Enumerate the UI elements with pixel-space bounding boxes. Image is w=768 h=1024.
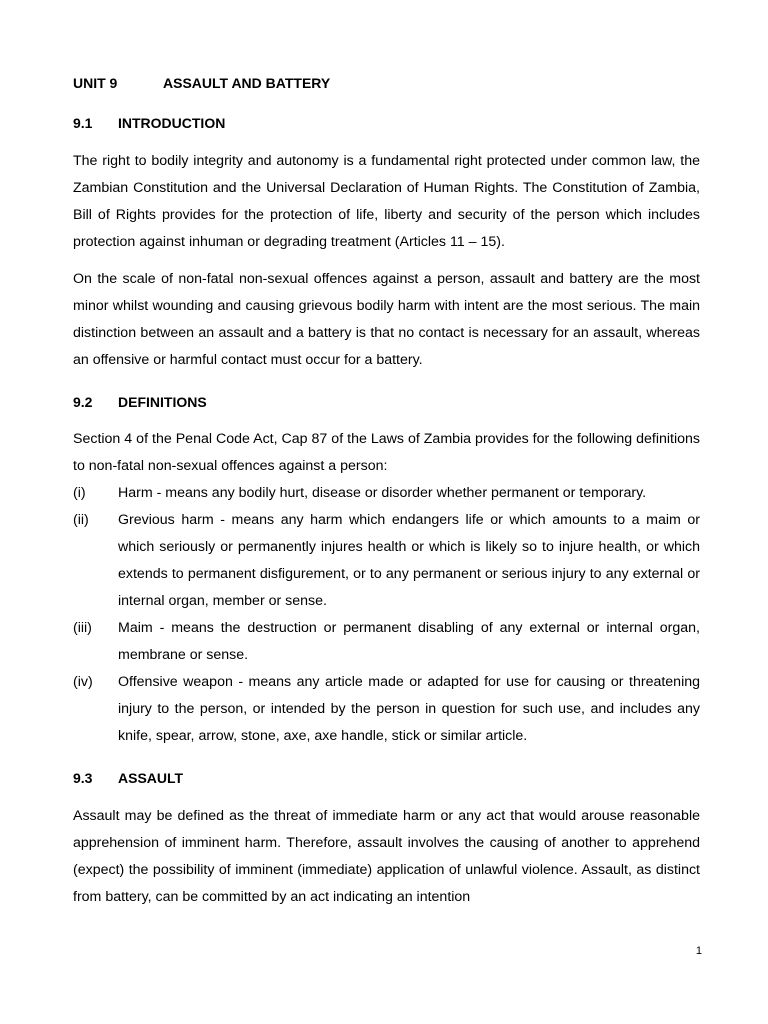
list-marker: (i) [73, 485, 86, 501]
list-item [73, 669, 700, 750]
list-item-text: Grevious harm - means any harm which endangers life or which amounts to a maim or which seriously or permanently injures health or which is likely so to injure health, or which extends to permanent disfigurement, or to any permanent or serious injury to any external or internal organ, member or sense. [118, 512, 700, 609]
list-item-text: Maim - means the destruction or permanent disabling of any external or internal organ, membrane or sense. [118, 620, 700, 663]
list-item-text: Harm - means any bodily hurt, disease or disorder whether permanent or temporary. [118, 485, 647, 501]
list-item [73, 480, 700, 507]
section-heading-definitions [73, 392, 700, 412]
section-title: DEFINITIONS [118, 394, 207, 410]
list-item [73, 507, 700, 615]
section-number: 9.2 [73, 394, 93, 410]
unit-number: UNIT 9 [73, 75, 118, 91]
list-item [73, 615, 700, 669]
list-item-text: Offensive weapon - means any article made or adapted for use for causing or threatening injury to the person, or intended by the person in question for such use, and includes any knife, spear, arrow, stone, axe, axe handle, stick or similar article. [118, 674, 700, 744]
page-content [73, 73, 700, 911]
definitions-list [73, 480, 700, 750]
unit-title: ASSAULT AND BATTERY [163, 75, 331, 91]
definitions-lead: Section 4 of the Penal Code Act, Cap 87 of the Laws of Zambia provides for the following definitions to non-fatal non-sexual offences against a person: [73, 431, 700, 474]
page-number: 1 [695, 945, 702, 957]
section-heading-introduction [73, 113, 700, 133]
list-marker: (ii) [73, 512, 89, 528]
section-title: INTRODUCTION [118, 115, 226, 131]
intro-paragraph-2: On the scale of non-fatal non-sexual offences against a person, assault and battery are the most minor whilst wounding and causing grievous bodily harm with intent are the most serious. The main distinction between an assault and a battery is that no contact is necessary for an assault, whereas an offensive or harmful contact must occur for a battery. [73, 271, 700, 368]
unit-heading [73, 73, 700, 93]
intro-paragraph-1: The right to bodily integrity and autonomy is a fundamental right protected under common law, the Zambian Constitution and the Universal Declaration of Human Rights. The Constitution of Zambia, Bill of Rights provides for the protection of life, liberty and security of the person which includes protection against inhuman or degrading treatment (Articles 11 – 15). [73, 153, 700, 250]
section-number: 9.1 [73, 115, 93, 131]
list-marker: (iv) [73, 674, 93, 690]
list-marker: (iii) [73, 620, 92, 636]
assault-paragraph: Assault may be defined as the threat of immediate harm or any act that would arouse reasonable apprehension of imminent harm. Therefore, assault involves the causing of another to apprehend (expect) the possibility of imminent (immediate) application of unlawful violence. Assault, as distinct from battery, can be committed by an act indicating an intention [73, 808, 700, 905]
section-heading-assault [73, 768, 700, 788]
section-title: ASSAULT [118, 770, 184, 786]
section-number: 9.3 [73, 770, 93, 786]
